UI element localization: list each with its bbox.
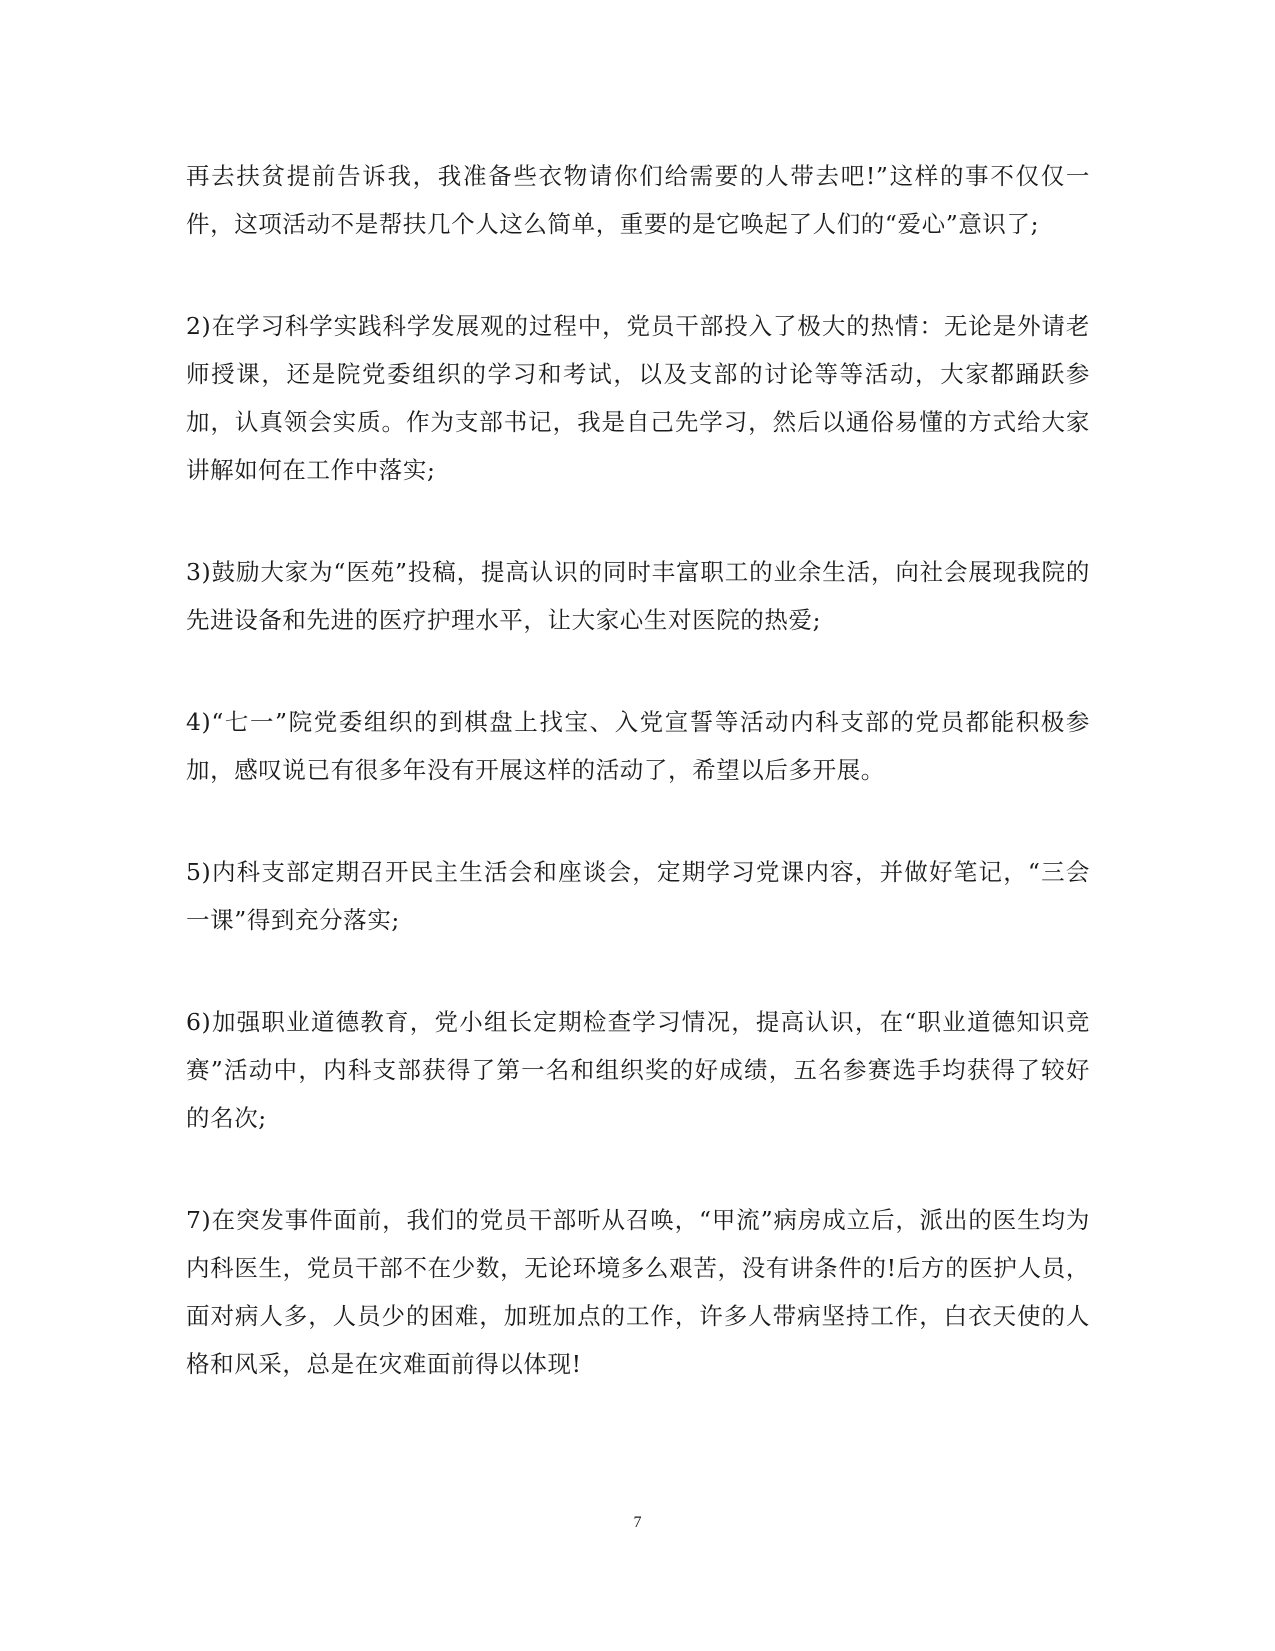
paragraph-item-7: 7)在突发事件面前，我们的党员干部听从召唤，“甲流”病房成立后，派出的医生均为内科医生，党员干部不在少数，无论环境多么艰苦，没有讲条件的!后方的医护人员，面对病人多，人员少的困难，加班加点的工作，许多人带病坚持工作，白衣天使的人格和风采，总是在灾难面前得以体现! <box>186 1206 1090 1378</box>
paragraph-item-2: 2)在学习科学实践科学发展观的过程中，党员干部投入了极大的热情：无论是外请老师授课，还是院党委组织的学习和考试，以及支部的讨论等等活动，大家都踊跃参加，认真领会实质。作为支部书记，我是自己先学习，然后以通俗易懂的方式给大家讲解如何在工作中落实; <box>186 312 1090 484</box>
paragraph-item-5: 5)内科支部定期召开民主生活会和座谈会，定期学习党课内容，并做好笔记，“三会一课”得到充分落实; <box>186 858 1090 934</box>
paragraph-item-4: 4)“七一”院党委组织的到棋盘上找宝、入党宣誓等活动内科支部的党员都能积极参加，感叹说已有很多年没有开展这样的活动了，希望以后多开展。 <box>186 708 1090 784</box>
page-number: 7 <box>633 1514 642 1531</box>
document-body <box>186 152 1090 1442</box>
paragraph-continued: 再去扶贫提前告诉我，我准备些衣物请你们给需要的人带去吧!”这样的事不仅仅一件，这项活动不是帮扶几个人这么简单，重要的是它唤起了人们的“爱心”意识了; <box>186 162 1090 238</box>
paragraph-item-6: 6)加强职业道德教育，党小组长定期检查学习情况，提高认识，在“职业道德知识竞赛”活动中，内科支部获得了第一名和组织奖的好成绩，五名参赛选手均获得了较好的名次; <box>186 1008 1090 1132</box>
paragraph-item-3: 3)鼓励大家为“医苑”投稿，提高认识的同时丰富职工的业余生活，向社会展现我院的先进设备和先进的医疗护理水平，让大家心生对医院的热爱; <box>186 558 1090 634</box>
